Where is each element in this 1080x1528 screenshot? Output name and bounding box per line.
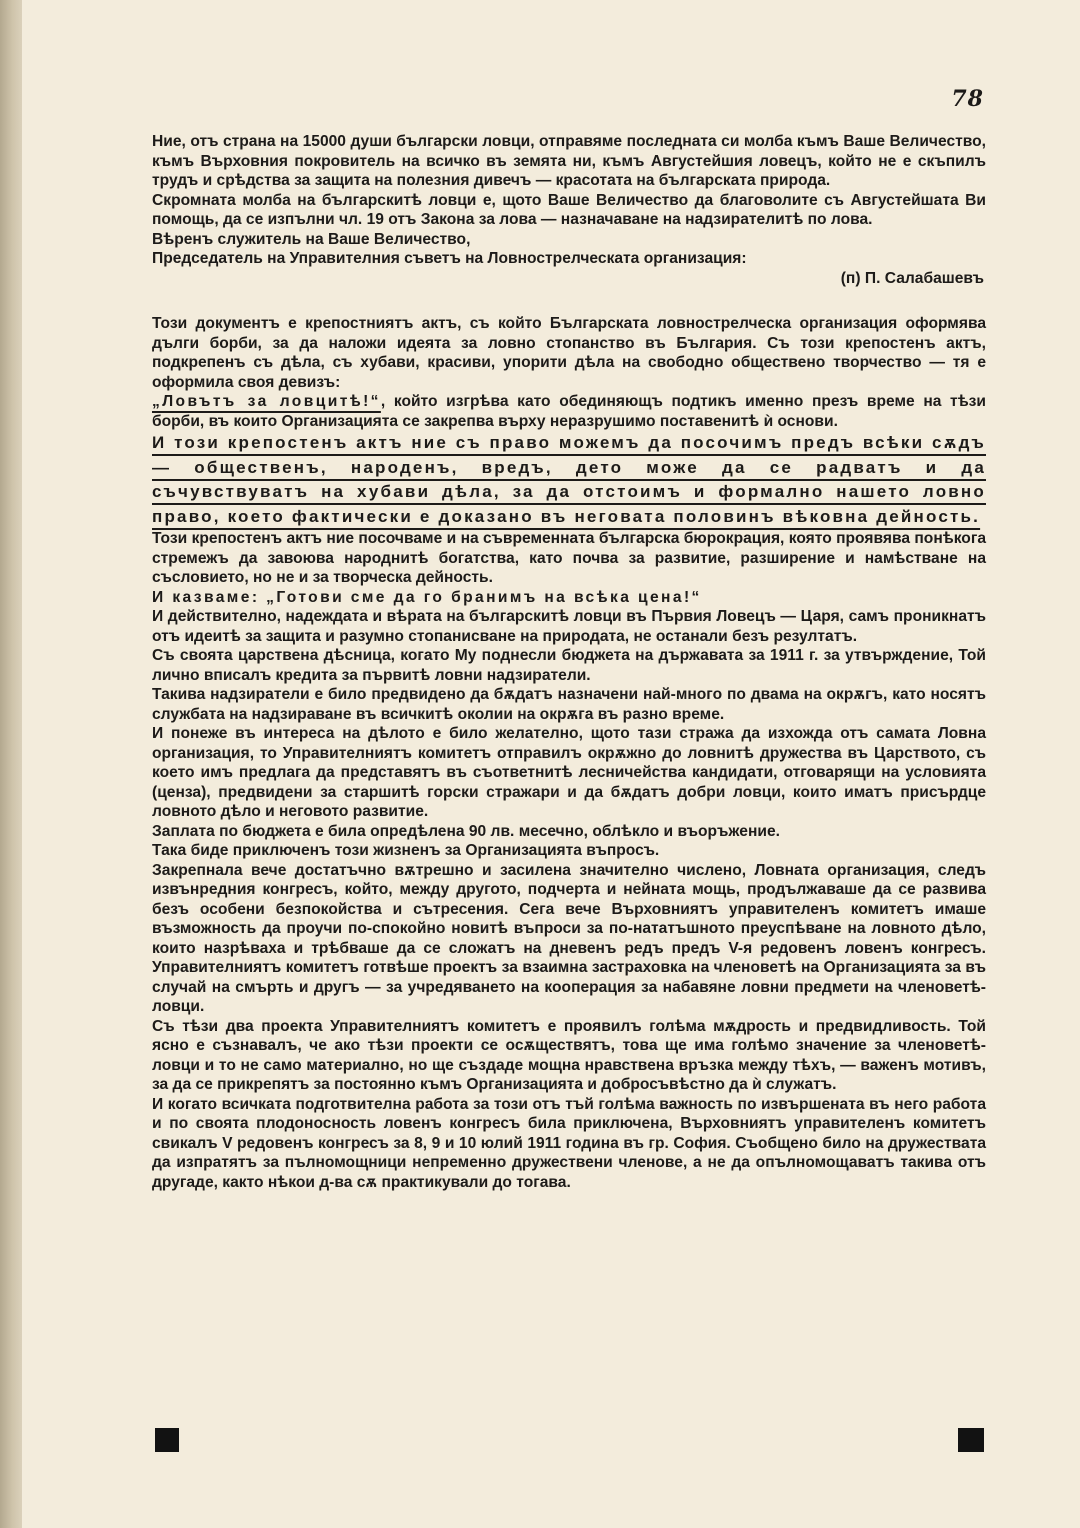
paragraph-gap bbox=[152, 288, 986, 314]
page-number: 78 bbox=[951, 86, 984, 112]
paragraph-closed: Така биде приключенъ този жизненъ за Организацията въпросъ. bbox=[152, 842, 660, 859]
motto-text: „Ловътъ за ловцитѣ!“ bbox=[152, 393, 381, 410]
paragraph-document: Този документъ е крепостниятъ актъ, съ който Българската ловнострелческа организация оформява дълги борби, за да наложи идеята за ловно стопанство въ България. Съ този крепостенъ актъ, подкрепенъ съ дѣла, съ хубави, красиви, упорити дѣла на свободно обществено творчество — тя е оформила своя девизъ: bbox=[152, 315, 986, 391]
paragraph-budget: Съ своята царствена дѣсница, когато Му поднесли бюджета на държавата за 1911 г. за утвърждение, Той лично вписалъ кредита за първитѣ ловни надзиратели. bbox=[152, 647, 986, 684]
paragraph-motto bbox=[152, 392, 986, 431]
paragraph-underlined-statement: И този крепостенъ актъ ние съ право можемъ да посочимъ предъ всѣки сѫдъ — общественъ, народенъ, вредъ, дето може да се радватъ и да съчувствуватъ на хубави дѣла, за да отстоимъ и формално нашето ловно право, което фактически е доказано въ неговата половинъ вѣковна дейность. bbox=[152, 433, 986, 526]
paragraph-request: Скромната молба на българскитѣ ловци е, щото Ваше Величество да благоволите съ Августейшата Ви помощь, да се изпълни чл. 19 отъ Закона за лова — назначаване на надзирателитѣ по лова. bbox=[152, 191, 986, 228]
paragraph-congress: И когато всичката подготвителна работа за този отъ тъй голѣма важность по извършената въ него работа и по своята плодоносность ловенъ конгресъ била приключена, Върховниятъ управителенъ комитетъ свикалъ V редовенъ конгресъ за 8, 9 и 10 юлий 1911 година въ гр. София. Съобщено било на дружествата да изпратятъ за пълномощници непременно дружествени членове, а не да опълномощаватъ такива отъ другаде, както нѣкои д-ва сѫ практикували до тогава. bbox=[152, 1095, 986, 1191]
paragraph-hope: И действително, надеждата и вѣрата на българскитѣ ловци въ Първия Ловецъ — Царя, самъ проникнатъ отъ идеитѣ за защита и разумно стопанисване на природата, не останали безъ резултатъ. bbox=[152, 608, 986, 645]
signature-line: (п) П. Салабашевъ bbox=[840, 269, 984, 287]
paragraph-chairman: Председатель на Управителния съветъ на Ловнострелческата организация: bbox=[152, 250, 747, 267]
motto-continuation: , който изгрѣва като обединяющъ подтикъ именно презъ време на тѣзи борби, въ които Организацията се закрепва върху неразрушимо поставенитѣ ѝ основи. bbox=[152, 393, 986, 430]
paragraph-salary: Заплата по бюджета е била опредѣлена 90 лв. месечно, облѣкло и въоръжение. bbox=[152, 822, 780, 840]
registration-mark-left bbox=[155, 1428, 179, 1452]
paragraph-slogan: И казваме: „Готови сме да го бранимъ на всѣка цена!“ bbox=[152, 588, 702, 606]
paragraph-petition: Ние, отъ страна на 15000 души български ловци, отправяме последната си молба къмъ Ваше Величество, къмъ Върховния покровитель на всичко въ земята ни, къмъ Августейшия ловецъ, който не е скъпилъ трудъ и срѣдства за защита на полезния дивечъ — красотата на българската природа. bbox=[152, 133, 986, 189]
paragraph-strengthened: Закрепнала вече достатъчно вѫтрешно и засилена значително числено, Ловната организация, следъ извънредния конгресъ, който, между другото, подчерта и нейната мощь, продължаваше да се развива безъ особени безпокойства и сътресения. Сега вече Върховниятъ управителенъ комитетъ имаше възможность да проучи по-спокойно новитѣ въпроси за по-нататъшното преуспѣване на ловното дѣло, които назрѣваха и трѣбваше да се сложатъ на дневенъ редъ предъ V-я редовенъ ловенъ конгресъ. Управителниятъ комитетъ готвѣше проектъ за взаимна застраховка на членоветѣ на Организацията за въ случай на смърть и другъ — за учредяването на кооперация за набавяне ловни предмети на членоветѣ-ловци. bbox=[152, 861, 986, 1015]
paragraph-bureaucracy: Този крепостенъ актъ ние посочваме и на съвременната българска бюрокрация, която проявява понѣкога стремежъ да завоюва народнитѣ богатства, като почва за развитие, разширение и намѣстване на съсловието, но не и за творческа дейность. bbox=[152, 530, 986, 586]
paragraph-supervisors: Такива надзиратели е било предвидено да бѫдатъ назначени най-много по двама на окрѫгъ, като носятъ службата на надзираване въ всичкитѣ околии на окрѫга въ разно време. bbox=[152, 686, 986, 723]
page-body bbox=[152, 132, 986, 1192]
paragraph-projects: Съ тѣзи два проекта Управителниятъ комитетъ е проявилъ голѣма мѫдрость и предвидливость. Той ясно е съзнавалъ, че ако тѣзи проекти се осѫществятъ, това ще има голѣмо значение за членоветѣ-ловци и то не само материално, но ще създаде мощна нравствена връзка между тѣхъ, — важенъ мотивъ, за да се прикрепятъ за постоянно къмъ Организацията и добросъвѣстно да ѝ служатъ. bbox=[152, 1017, 986, 1093]
paragraph-guard: И понеже въ интереса на дѣлото е било желателно, щото тази стража да изхожда отъ самата Ловна организация, то Управителниятъ комитетъ отправилъ окрѫжно до ловнитѣ дружества въ Царството, съ което имъ предлага да представятъ въ съответнитѣ лесничейства кандидати, отговарящи на условията (ценза), предвидени за старшитѣ горски стражари и да бѫдатъ добри ловци, които иматъ присърдце ловното дѣло и неговото развитие. bbox=[152, 725, 986, 820]
paragraph-servant: Вѣренъ служитель на Ваше Величество, bbox=[152, 230, 471, 248]
registration-mark-right bbox=[958, 1428, 984, 1452]
